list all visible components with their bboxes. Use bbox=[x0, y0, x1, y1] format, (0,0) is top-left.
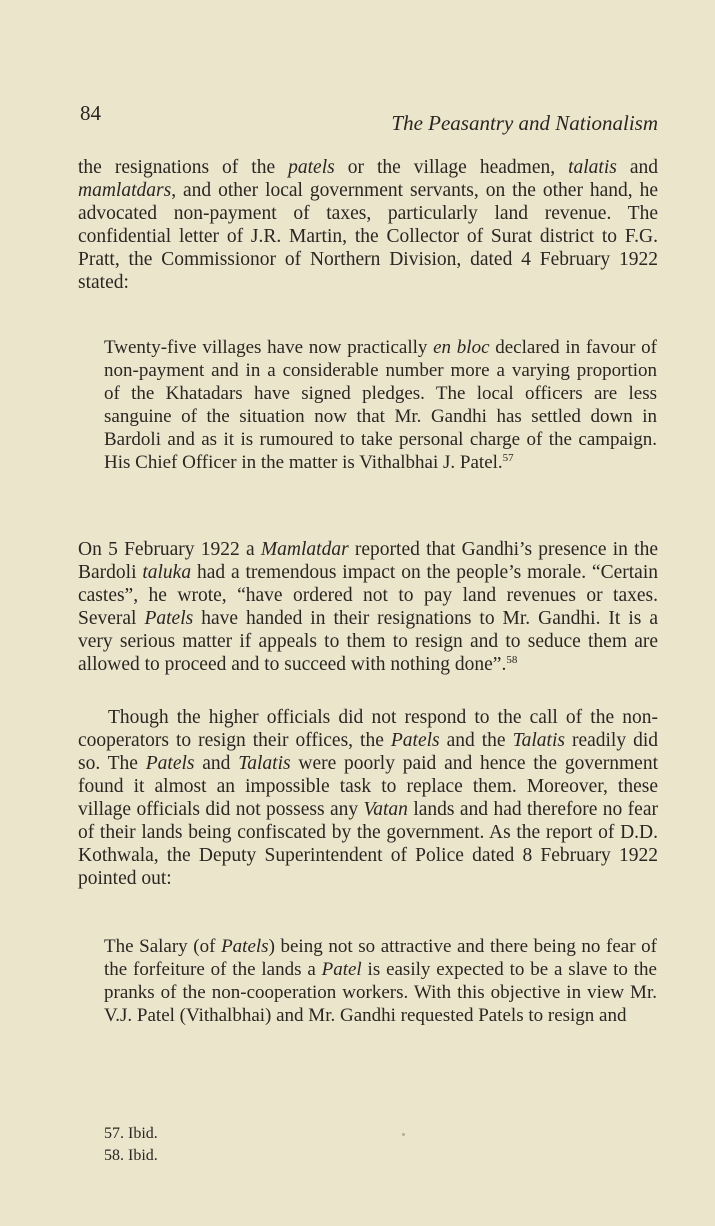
paragraph-1: the resignations of the patels or the village headmen, talatis and mamlatdars, and other local government servants, on the other hand, he advocated non-payment of taxes, particularly land revenue. The confidential letter of J.R. Martin, the Collector of Surat district to F.G. Pratt, the Commissionor of Northern Division, dated 4 February 1922 stated: bbox=[78, 157, 659, 293]
running-head: The Peasantry and Nationalism bbox=[391, 111, 658, 135]
paper-speck bbox=[402, 1133, 405, 1136]
footnote-57: 57. Ibid. bbox=[104, 1125, 158, 1142]
page-number: 84 bbox=[80, 101, 101, 125]
paragraph-3: Though the higher officials did not respond to the call of the non-cooperators to resign their offices, the Patels and the Talatis readily did so. The Patels and Talatis were poorly paid and hence the government found it almost an impossible task to replace them. Moreover, these village officials did not possess any Vatan lands and had therefore no fear of their lands being confiscated by the government. As the report of D.D. Kothwala, the Deputy Superintendent of Police dated 8 February 1922 pointed out: bbox=[78, 707, 659, 889]
footnotes bbox=[104, 1123, 158, 1167]
paragraph-2: On 5 February 1922 a Mamlatdar reported that Gandhi’s presence in the Bardoli taluka had a tremendous impact on the people’s morale. “Certain castes”, he wrote, “have ordered not to pay land revenues or taxes. Several Patels have handed in their resignations to Mr. Gandhi. It is a very serious matter if appeals to them to resign and to seduce them are allowed to proceed and to succeed with nothing done”.$^{58}$ bbox=[78, 539, 658, 675]
footnote-58: 58. Ibid. bbox=[104, 1147, 158, 1164]
block-quote-1: Twenty-five villages have now practically en bloc declared in favour of non-payment and in a considerable number more a varying proportion of the Khatadars have signed pledges. The local officers are less sanguine of the situation now that Mr. Gandhi has settled down in Bardoli and as it is rumoured to take personal charge of the campaign. His Chief Officer in the matter is Vithalbhai J. Patel.$^{57}$ bbox=[104, 337, 657, 473]
page-header bbox=[80, 101, 658, 137]
footnote-ref-58: 58 bbox=[506, 654, 518, 666]
footnote-ref-57: 57 bbox=[502, 452, 514, 464]
block-quote-2: The Salary (of Patels) being not so attractive and there being no fear of the forfeiture of the lands a Patel is easily expected to be a slave to the pranks of the non-cooperation workers. With this objective in view Mr. V.J. Patel (Vithalbhai) and Mr. Gandhi requested Patels to resign and bbox=[104, 936, 657, 1026]
